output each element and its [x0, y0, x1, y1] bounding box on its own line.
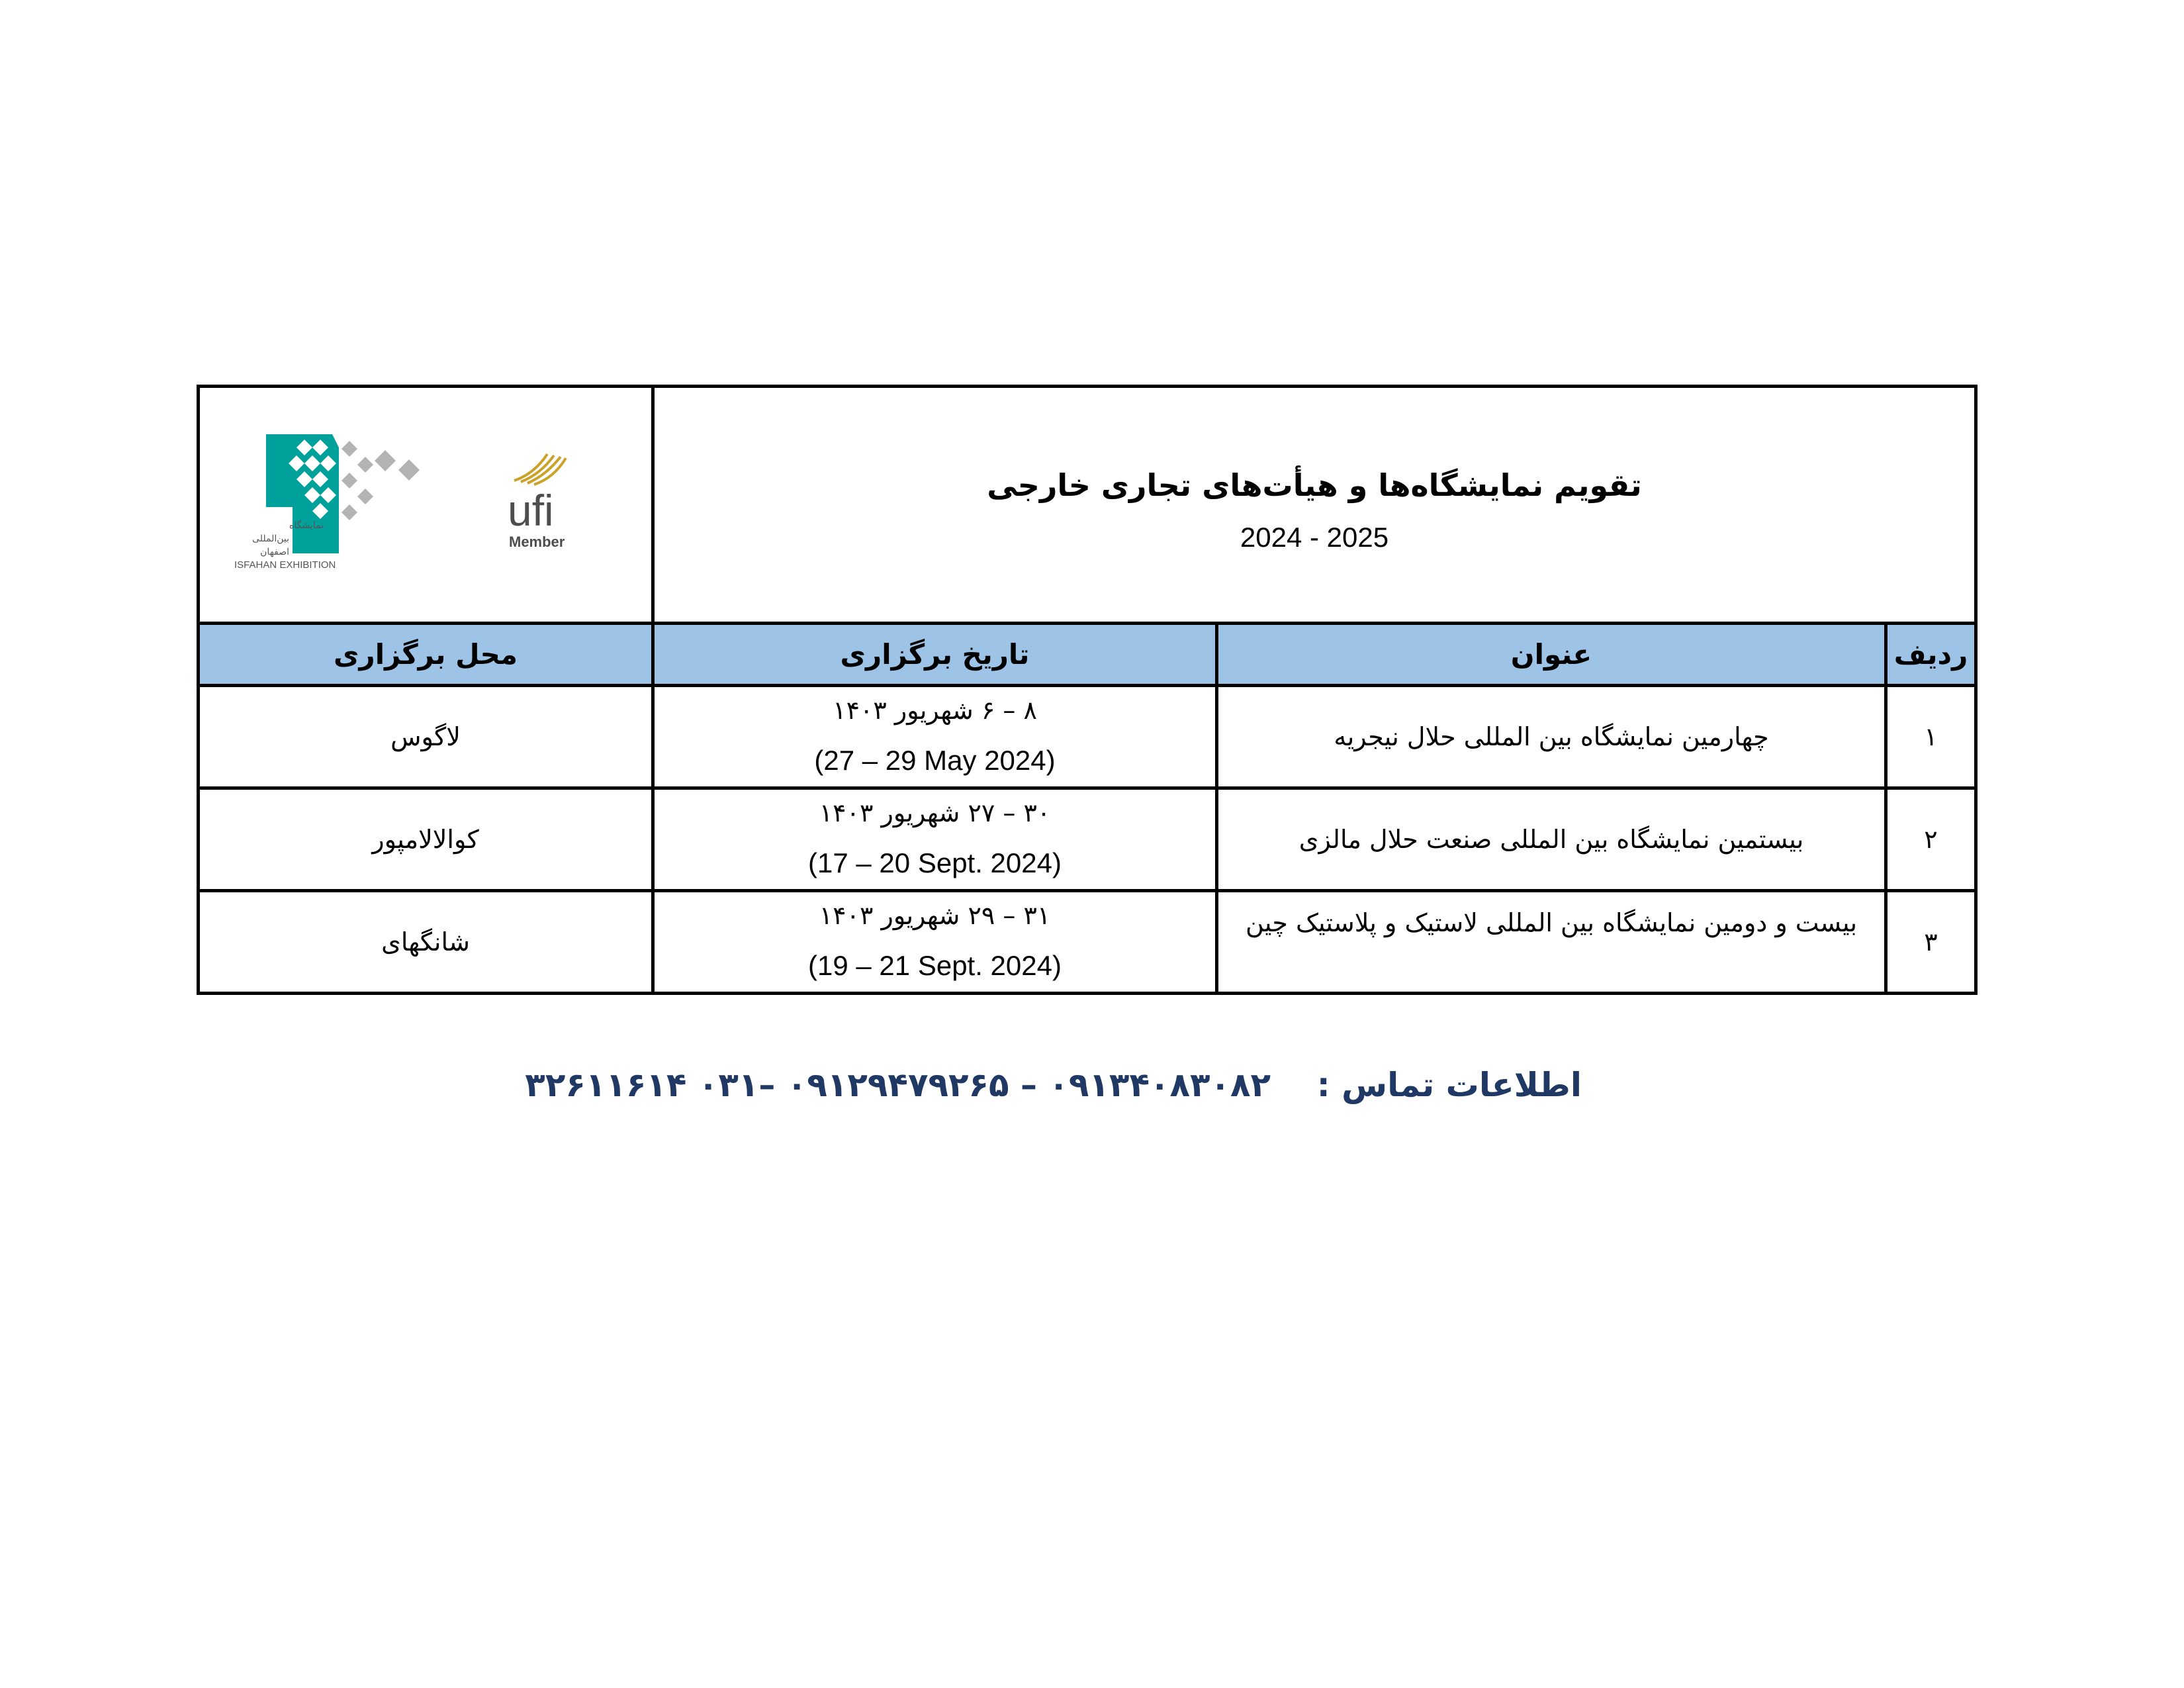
table-row-number: ۳ [1924, 927, 1938, 957]
table-row-date [655, 790, 1215, 889]
date-gregorian: (17 – 20 Sept. 2024) [808, 847, 1062, 879]
isfahan-logo-fa-text: بین‌المللی [252, 534, 289, 544]
contact-info [525, 1066, 1582, 1104]
isfahan-exhibition-logo [226, 421, 451, 620]
column-header-title: عنوان [1218, 625, 1884, 684]
table-row-venue: لاگوس [390, 722, 461, 751]
contact-numbers: ۰۹۱۳۴۰۸۳۰۸۲ – ۰۹۱۲۹۴۷۹۲۶۵ –۰۳۱ ۳۲۶۱۱۶۱۴ [525, 1066, 1271, 1104]
ufi-member-logo [501, 441, 594, 573]
date-gregorian: (19 – 21 Sept. 2024) [808, 950, 1062, 982]
table-row-number: ۲ [1924, 824, 1938, 854]
table-row-venue: شانگهای [381, 927, 470, 957]
isfahan-logo-fa-text: اصفهان [260, 547, 289, 557]
table-row-number: ۱ [1924, 722, 1938, 751]
ufi-member-text: Member [509, 534, 565, 550]
table-row-title: بیستمین نمایشگاه بین المللی صنعت حلال مالزی [1298, 824, 1804, 854]
date-gregorian: (27 – 29 May 2024) [814, 745, 1056, 776]
table-row-title: بیست و دومین نمایشگاه بین المللی لاستیک و پلاستیک چین [1245, 908, 1858, 937]
ufi-swoosh-icon [514, 454, 566, 485]
document-years: 2024 - 2025 [1240, 522, 1389, 553]
column-header-row-number: ردیف [1888, 625, 1974, 684]
table-row-title: چهارمین نمایشگاه بین المللی حلال نیجریه [1334, 722, 1769, 751]
contact-label: اطلاعات تماس : [1316, 1066, 1582, 1104]
date-persian: ۳۱ – ۲۹ شهریور ۱۴۰۳ [819, 901, 1051, 931]
column-header-date: تاریخ برگزاری [655, 625, 1215, 684]
table-row-date [655, 892, 1215, 992]
logos-cell [200, 388, 651, 623]
date-persian: ۸ – ۶ شهریور ۱۴۰۳ [833, 696, 1037, 726]
title-cell [655, 388, 1974, 623]
date-persian: ۳۰ – ۲۷ شهریور ۱۴۰۳ [819, 798, 1051, 828]
table-row-date [655, 687, 1215, 786]
exhibition-calendar-table [197, 385, 1978, 995]
column-header-venue: محل برگزاری [200, 625, 651, 684]
isfahan-logo-fa-text: نمایشگاه [289, 520, 324, 531]
table-row-venue: کوالالامپور [372, 824, 479, 854]
document-title: تقویم نمایشگاه‌ها و هیأت‌های تجاری خارجی [987, 467, 1642, 503]
isfahan-logo-en-text: ISFAHAN EXHIBITION [234, 559, 336, 571]
ufi-logo-text: ufi [508, 486, 554, 535]
